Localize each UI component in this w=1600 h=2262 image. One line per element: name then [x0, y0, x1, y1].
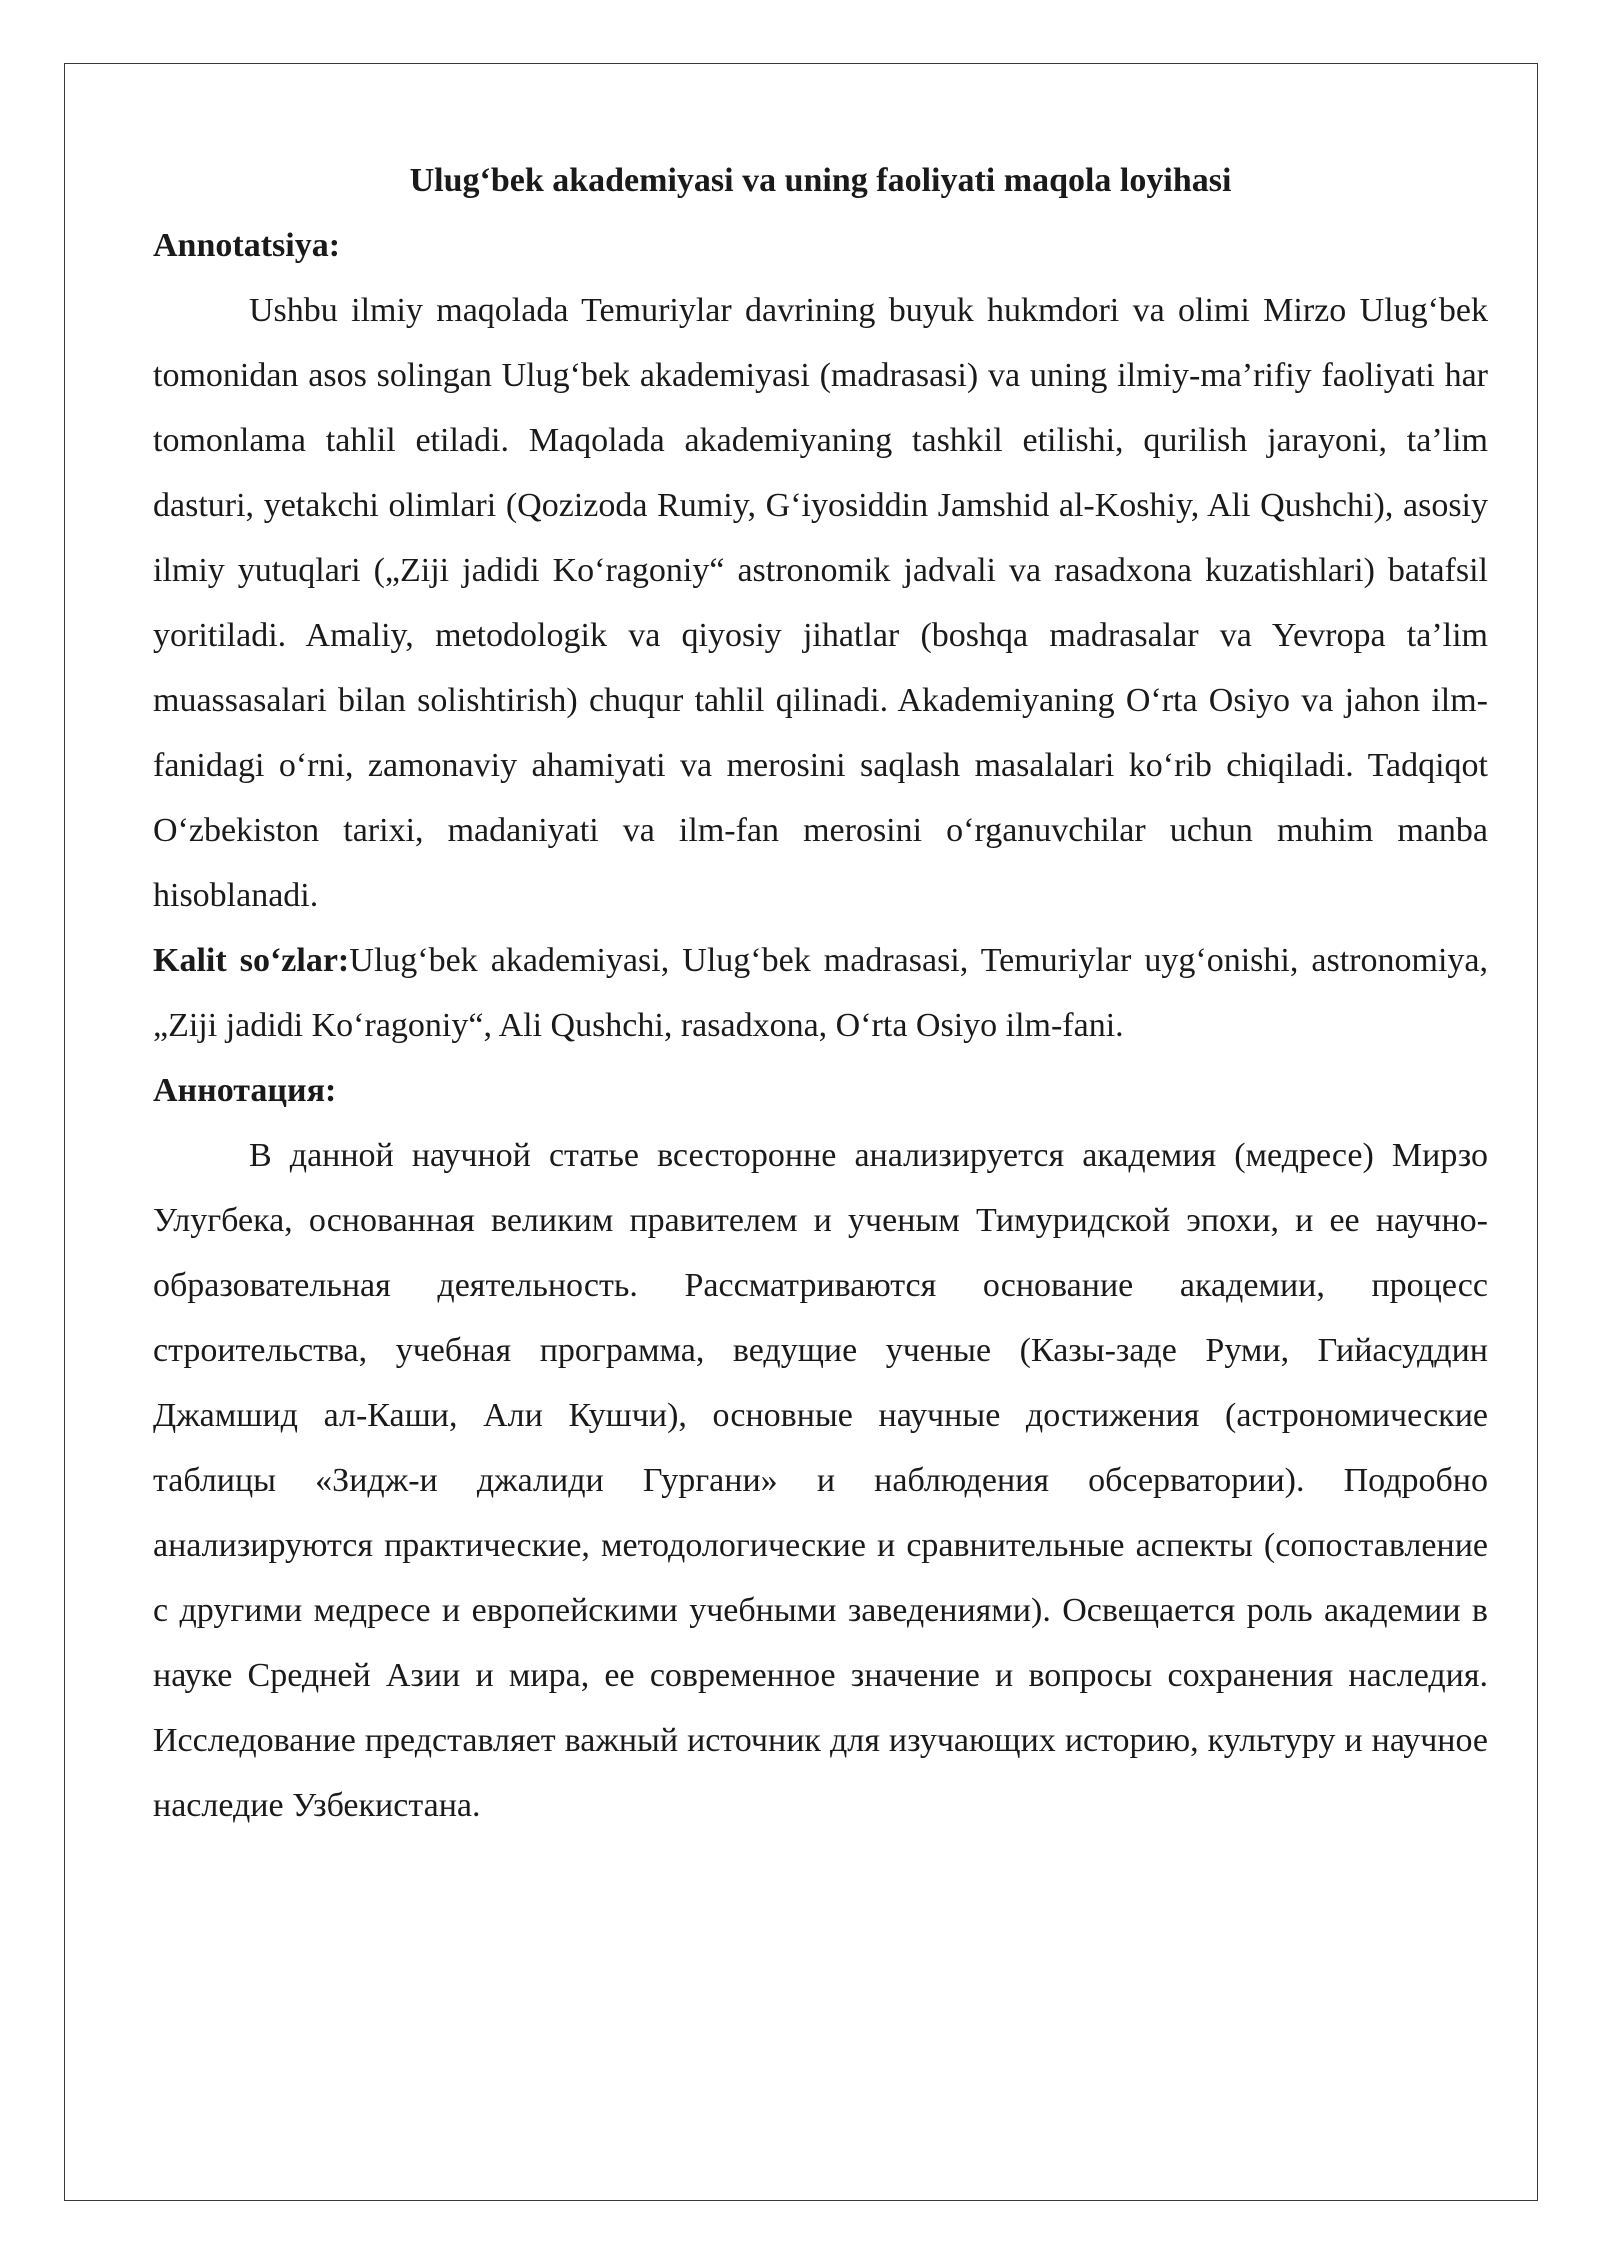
document-body	[153, 148, 1488, 1838]
document-title: Ulug‘bek akademiyasi va uning faoliyati maqola loyihasi	[409, 162, 1232, 199]
annotation-uz-heading: Annotatsiya:	[153, 227, 341, 264]
keywords-paragraph	[153, 928, 1488, 1058]
keywords-text: Ulug‘bek akademiyasi, Ulug‘bek madrasasi, Temuriylar uyg‘onishi, astronomiya, „Ziji jadidi Ko‘ragoniy“, Ali Qushchi, rasadxona, O‘rta Osiyo ilm-fani.	[153, 942, 1488, 1044]
annotation-ru-heading: Аннотация:	[153, 1072, 337, 1109]
annotation-ru-paragraph: В данной научной статье всесторонне анализируется академия (медресе) Мирзо Улугбека, основанная великим правителем и ученым Тимуридской эпохи, и ее научно-образовательная деятельность. Рассматриваются основание академии, процесс строительства, учебная программа, ведущие ученые (Казы-заде Руми, Гийасуддин Джамшид ал-Каши, Али Кушчи), основные научные достижения (астрономические таблицы «Зидж-и джалиди Гургани» и наблюдения обсерватории). Подробно анализируются практические, методологические и сравнительные аспекты (сопоставление с другими медресе и европейскими учебными заведениями). Освещается роль академии в науке Средней Азии и мира, ее современное значение и вопросы сохранения наследия. Исследование представляет важный источник для изучающих историю, культуру и научное наследие Узбекистана.	[153, 1137, 1488, 1824]
keywords-label: Kalit so‘zlar:	[153, 942, 350, 979]
annotation-uz-paragraph: Ushbu ilmiy maqolada Temuriylar davrining buyuk hukmdori va olimi Mirzo Ulug‘bek tomonidan asos solingan Ulug‘bek akademiyasi (madrasasi) va uning ilmiy-ma’rifiy faoliyati har tomonlama tahlil etiladi. Maqolada akademiyaning tashkil etilishi, qurilish jarayoni, ta’lim dasturi, yetakchi olimlari (Qozizoda Rumiy, G‘iyosiddin Jamshid al-Koshiy, Ali Qushchi), asosiy ilmiy yutuqlari („Ziji jadidi Ko‘ragoniy“ astronomik jadvali va rasadxona kuzatishlari) batafsil yoritiladi. Amaliy, metodologik va qiyosiy jihatlar (boshqa madrasalar va Yevropa ta’lim muassasalari bilan solishtirish) chuqur tahlil qilinadi. Akademiyaning O‘rta Osiyo va jahon ilm-fanidagi o‘rni, zamonaviy ahamiyati va merosini saqlash masalalari ko‘rib chiqiladi. Tadqiqot O‘zbekiston tarixi, madaniyati va ilm-fan merosini o‘rganuvchilar uchun muhim manba hisoblanadi.	[153, 292, 1488, 914]
